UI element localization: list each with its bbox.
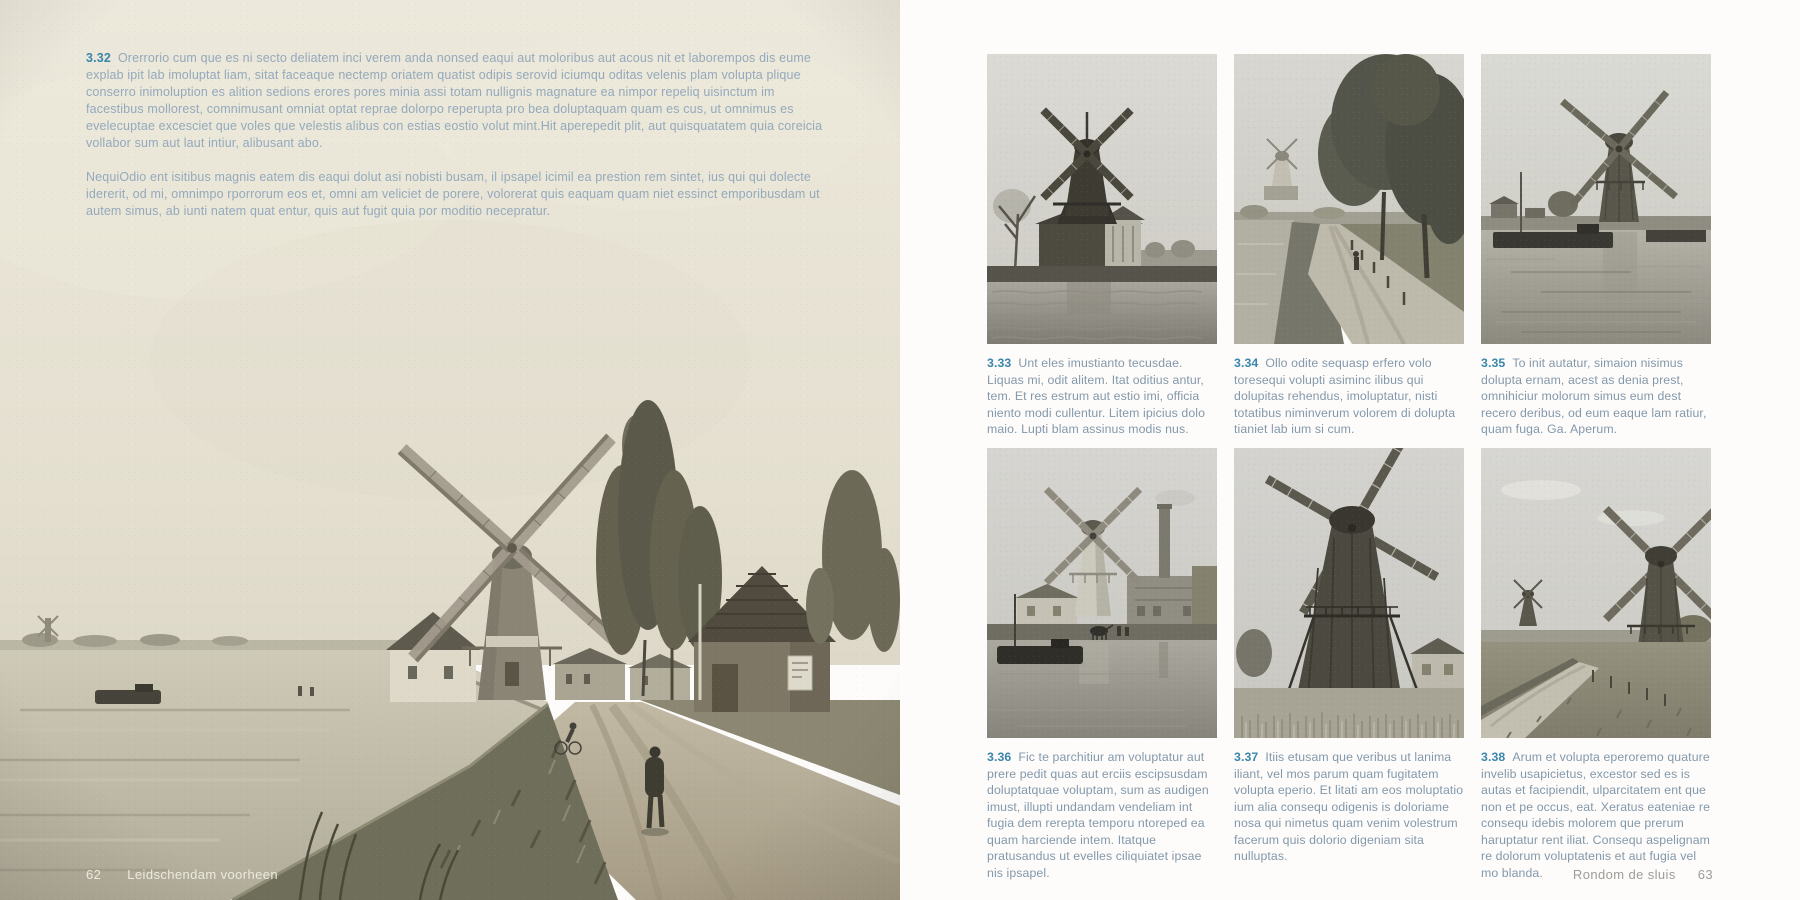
photo-canal-road-trees xyxy=(1234,54,1464,344)
photo-windmill-closeup-field xyxy=(1234,448,1464,738)
figure-caption-text: To init autatur, simaion nisimus dolupta ernam, acest as denia prest, omnihiciur molorum simus eum dest recero deribus, od eum eaque lam ratiur, quam fuga. Ga. Aperum. xyxy=(1481,356,1707,436)
figure-number: 3.33 xyxy=(987,356,1012,370)
figure-3-38 xyxy=(1481,448,1711,881)
left-page-footer xyxy=(86,867,278,882)
figure-3-33 xyxy=(987,54,1217,438)
left-chapter-title: Leidschendam voorheen xyxy=(127,867,279,882)
figure-number: 3.34 xyxy=(1234,356,1259,370)
figure-caption-text: Itiis etusam que veribus ut lanima iliant, vel mos parum quam fugitatem volupta eperio. Et litati am eos moluptatio ium alia consequ odigenis is doloriame nosa qui nimetus quam venim volestrum facerum quis dolorio digeniam sita nulluptas. xyxy=(1234,750,1464,863)
figure-caption-text: Unt eles imustianto tecusdae. Liquas mi, odit alitem. Itat oditius antur, tem. Et res estrum aut estio imi, officia niento modi cullentur. Litem ipicius dolo maio. Lupti blam assinus modis nus. xyxy=(987,356,1206,436)
right-chapter-title: Rondom de sluis xyxy=(1572,867,1676,882)
caption-3-36 xyxy=(987,749,1217,881)
figure-number: 3.36 xyxy=(987,750,1012,764)
paragraph-1-text: Orerrorio cum que es ni secto deliatem inci verem anda nonsed eaqui aut moloribus aut acous nit et laborempos dis eume explab ipit lab imoluptat liam, sitat faceaque nectemp oriatem quatist odipis serovid iciumqu oditas velenis plam volupta plique conserro inimoluption es alition sedions erores pores minia assi totam nullignis magnature ea nimpor repeliq uisinctum im facestibus mollorest, comnimusant omniat optat reprae dolorpo reperupta pro bea doluptaquam quam es cus, ut omnimus es evelecuptae excesciet que voles que velestis alibus con estias eostio volut mint.Hit aperepedit plit, aut quisquatatem quia coreicia vollabor sum aut laut intiur, alibusant abo. xyxy=(86,51,823,150)
photo-windmill-by-water xyxy=(987,54,1217,344)
right-page xyxy=(900,0,1800,900)
photo-windmill-factory-water xyxy=(987,448,1217,738)
right-page-number: 63 xyxy=(1697,867,1713,882)
figure-3-36 xyxy=(987,448,1217,881)
photo-windmill-barges xyxy=(1481,54,1711,344)
figure-number: 3.35 xyxy=(1481,356,1506,370)
paragraph-2: NequiOdio ent isitibus magnis eatem dis eaqui dolut asi nobisti busam, il ipsapel icimil ea prestion rem sintet, ius qui qui dolecte idererit, od mi, omnimpo rporrorum eos et, omni am veliciet de porere, volorerat quis eaquam quam niet essinct emporibusdam ut autem simus, ab iunti natem quat entur, quis aut fugit quia por moditio necepratur. xyxy=(86,170,820,218)
section-number: 3.32 xyxy=(86,51,111,65)
caption-3-33 xyxy=(987,355,1217,438)
figure-3-37 xyxy=(1234,448,1464,865)
figure-number: 3.37 xyxy=(1234,750,1259,764)
photo-windmill-dike-road xyxy=(1481,448,1711,738)
caption-3-35 xyxy=(1481,355,1711,438)
left-page-text xyxy=(86,50,834,237)
figure-number: 3.38 xyxy=(1481,750,1506,764)
figure-3-34 xyxy=(1234,54,1464,438)
figure-caption-text: Ollo odite sequasp erfero volo toresequi volupti asiminc ilibus qui dolupitas rehendus, imoluptatur, nisti totatibus niminverum volorem di dolupta tianiet lab ium si cum. xyxy=(1234,356,1456,436)
figure-caption-text: Fic te parchitiur am voluptatur aut prere pedit quas aut erciis escipsusdam doluptatquae voluptam, sum as audigen imust, illupti undandam vendeliam int fugia dem rerepta temporu ntoreped ea quam harciende intem. Itatque pratusandus ut evelles ciliquiatet ipsae nis ipsapel. xyxy=(987,750,1209,880)
right-page-footer xyxy=(1573,867,1713,882)
paragraph-1 xyxy=(86,50,834,152)
caption-3-37 xyxy=(1234,749,1464,865)
caption-3-34 xyxy=(1234,355,1464,438)
figure-3-35 xyxy=(1481,54,1711,438)
caption-3-38 xyxy=(1481,749,1711,881)
figure-caption-text: Arum et volupta eperoremo quature invelib usapicietus, excestor sed es is autas et facipiendit, ulparcitatem ent que non et pe occus, eat. Xeratus eateniae re consequ idebis molorem que prerum haruptatur rent iliat. Consequ aspelignam re dolorum voluptatenis et aut fugia vel mo blanda. xyxy=(1481,750,1711,880)
left-page-number: 62 xyxy=(86,867,102,882)
